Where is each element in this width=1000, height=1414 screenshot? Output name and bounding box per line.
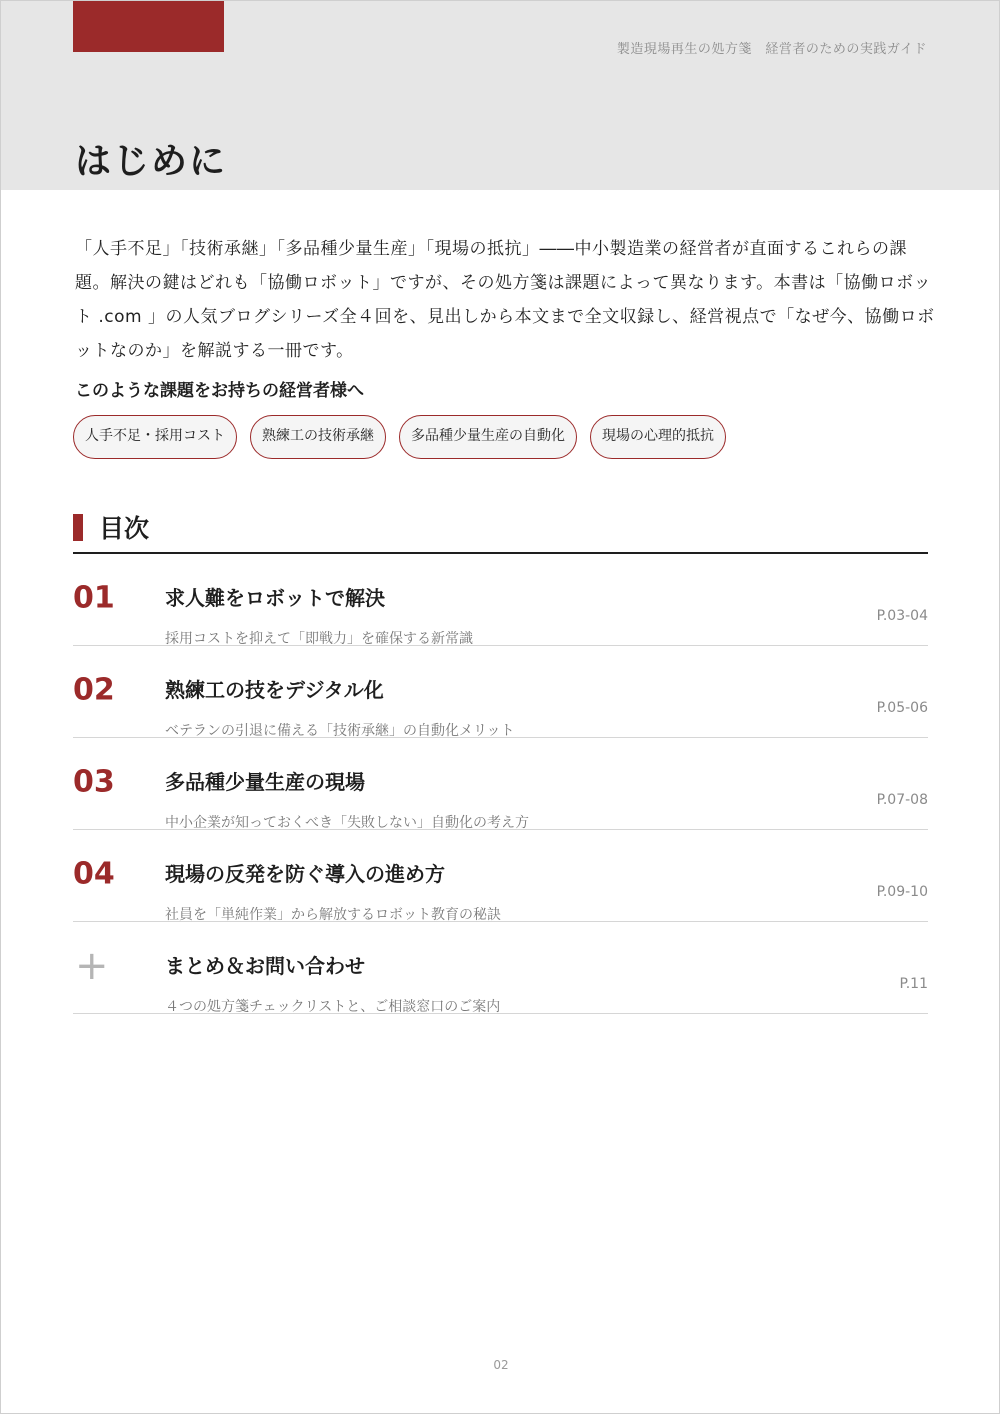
toc-item-page: P.09-10: [876, 884, 928, 900]
running-title: 製造現場再生の処方箋 経営者のための実践ガイド: [616, 42, 927, 57]
toc-item-number: 04: [73, 856, 115, 892]
challenge-tag: 多品種少量生産の自動化: [399, 415, 577, 459]
toc-item-number: 03: [73, 764, 115, 800]
toc-title: 目次: [99, 514, 150, 543]
page-title: はじめに: [75, 141, 228, 182]
toc-item[interactable]: [73, 738, 928, 830]
toc-item-title: まとめ＆お問い合わせ: [165, 954, 365, 978]
toc-item[interactable]: [73, 830, 928, 922]
plus-icon: +: [75, 943, 109, 989]
toc-item-number: 02: [73, 672, 115, 708]
toc-item-title: 求人難をロボットで解決: [165, 586, 385, 610]
toc-item-subtitle: ベテランの引退に備える「技術承継」の自動化メリット: [165, 723, 515, 739]
toc-item-number: 01: [73, 580, 115, 616]
challenge-tags: [73, 415, 726, 459]
intro-paragraph: 「人手不足」「技術承継」「多品種少量生産」「現場の抵抗」――中小製造業の経営者が直面するこれらの課題。解決の鍵はどれも「協働ロボット」ですが、その処方箋は課題によって異なります。本書は「協働ロボット .com 」の人気ブログシリーズ全４回を、見出しから本文まで全文収録し、経営視点で「なぜ今、協働ロボットなのか」を解説する一冊です。: [75, 239, 935, 361]
toc-item-subtitle: 中小企業が知っておくべき「失敗しない」自動化の考え方: [165, 815, 529, 831]
challenge-tag: 熟練工の技術承継: [250, 415, 386, 459]
toc-item-subtitle: 社員を「単純作業」から解放するロボット教育の秘訣: [165, 907, 501, 923]
toc-item[interactable]: [73, 554, 928, 646]
toc-item-title: 熟練工の技をデジタル化: [165, 678, 384, 702]
toc-item-page: P.07-08: [876, 792, 928, 808]
toc-list: [73, 554, 928, 1014]
toc-item[interactable]: [73, 922, 928, 1014]
toc-item-subtitle: 採用コストを抑えて「即戦力」を確保する新常識: [165, 631, 473, 647]
toc-item-page: P.05-06: [876, 700, 928, 716]
challenge-tag: 人手不足・採用コスト: [73, 415, 237, 459]
header-accent-block: [73, 1, 224, 52]
toc-item[interactable]: [73, 646, 928, 738]
toc-item-subtitle: ４つの処方箋チェックリストと、ご相談窓口のご案内: [165, 999, 501, 1015]
toc-heading: [73, 509, 149, 545]
challenge-tag: 現場の心理的抵抗: [590, 415, 726, 459]
toc-item-page: P.03-04: [876, 608, 928, 624]
page-number: 02: [493, 1358, 509, 1372]
toc-item-title: 現場の反発を防ぐ導入の進め方: [165, 862, 445, 886]
toc-heading-bar: [73, 514, 83, 541]
toc-item-title: 多品種少量生産の現場: [165, 770, 365, 794]
toc-item-page: P.11: [899, 976, 928, 992]
challenge-heading: このような課題をお持ちの経営者様へ: [75, 381, 364, 401]
